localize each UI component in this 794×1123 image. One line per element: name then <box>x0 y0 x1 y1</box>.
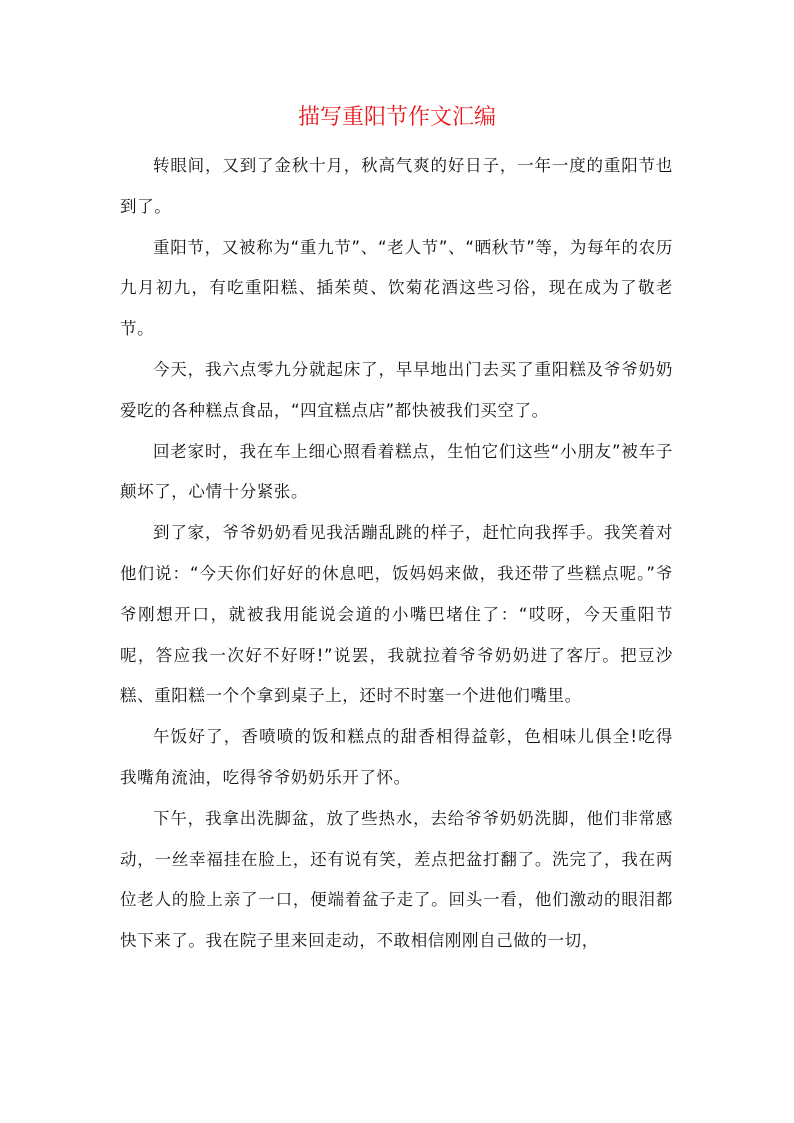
paragraph: 到了家，爷爷奶奶看见我活蹦乱跳的样子，赶忙向我挥手。我笑着对他们说：“今天你们好好的休息吧，饭妈妈来做，我还带了些糕点呢。”爷爷刚想开口，就被我用能说会道的小嘴巴堵住了：“哎呀，今天重阳节呢，答应我一次好不好呀!”说罢，我就拉着爷爷奶奶进了客厅。把豆沙糕、重阳糕一个个拿到桌子上，还时不时塞一个进他们嘴里。 <box>120 523 673 706</box>
paragraph: 今天，我六点零九分就起床了，早早地出门去买了重阳糕及爷爷奶奶爱吃的各种糕点食品，“四宜糕点店”都快被我们买空了。 <box>120 359 673 420</box>
paragraph: 重阳节，又被称为“重九节”、“老人节”、“晒秋节”等，为每年的农历九月初九，有吃重阳糕、插茱萸、饮菊花酒这些习俗，现在成为了敬老节。 <box>120 237 673 339</box>
paragraph: 转眼间，又到了金秋十月，秋高气爽的好日子，一年一度的重阳节也到了。 <box>120 156 673 216</box>
document-body <box>120 146 673 962</box>
paragraph: 回老家时，我在车上细心照看着糕点，生怕它们这些“小朋友”被车子颠坏了，心情十分紧张。 <box>120 441 673 502</box>
paragraph: 午饭好了，香喷喷的饭和糕点的甜香相得益彰，色相味儿俱全!吃得我嘴角流油，吃得爷爷奶奶乐开了怀。 <box>120 727 673 787</box>
document-title: 描写重阳节作文汇编 <box>297 105 496 130</box>
paragraph: 下午，我拿出洗脚盆，放了些热水，去给爷爷奶奶洗脚，他们非常感动，一丝幸福挂在脸上，还有说有笑，差点把盆打翻了。洗完了，我在两位老人的脸上亲了一口，便端着盆子走了。回头一看，他们激动的眼泪都快下来了。我在院子里来回走动，不敢相信刚刚自己做的一切， <box>120 808 673 951</box>
